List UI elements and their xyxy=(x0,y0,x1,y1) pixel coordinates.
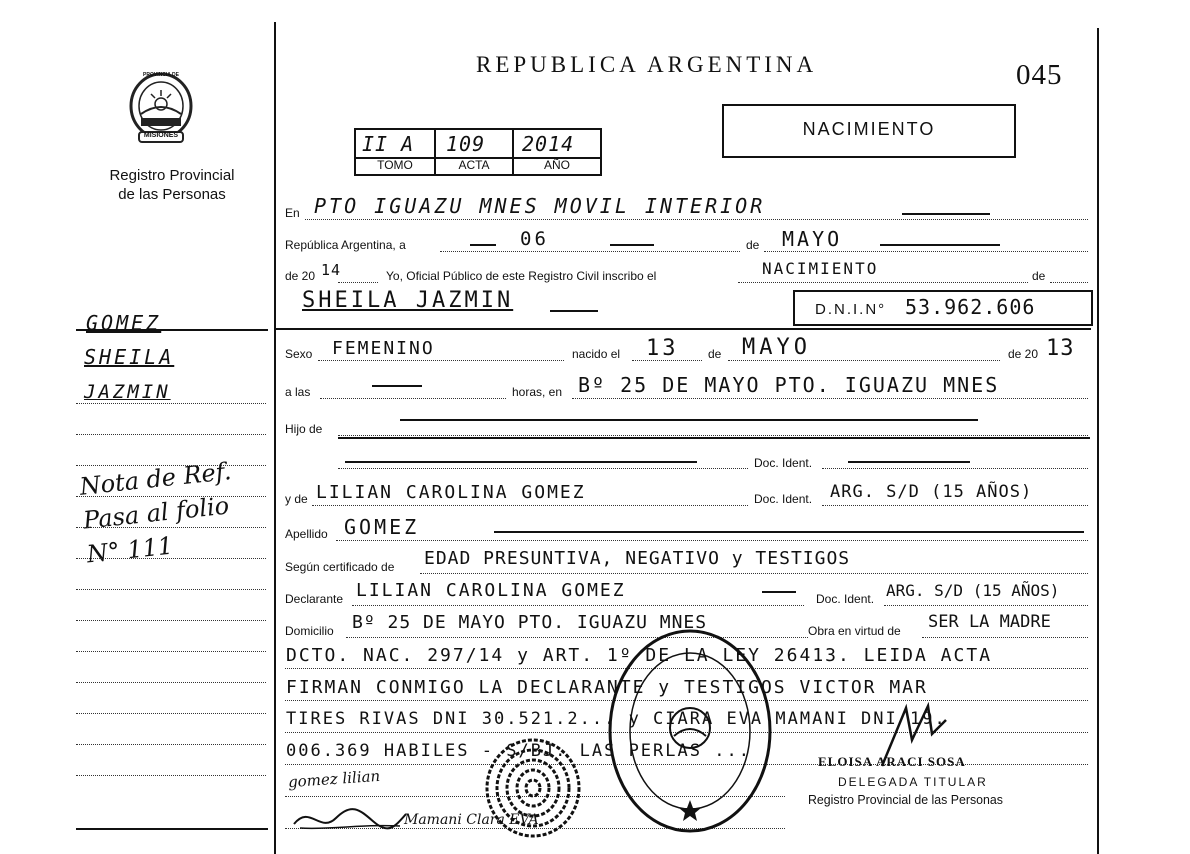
anio-value: 2014 xyxy=(522,132,575,156)
margin-dotted-line xyxy=(76,744,266,745)
margin-dotted-line xyxy=(76,465,266,466)
margin-note-line-1: Nota de Ref. xyxy=(78,457,233,501)
margin-dotted-line xyxy=(76,403,266,404)
official-office: Registro Provincial de las Personas xyxy=(808,792,1003,807)
birth-year: 13 xyxy=(1046,336,1075,361)
office-line-2: de las Personas xyxy=(118,186,226,203)
frame-left-border xyxy=(274,22,276,854)
tomo-value: II A xyxy=(362,132,415,156)
signature-witness: Mamani Clara EVA xyxy=(404,812,539,828)
official-name: ELOISA ARACI SOSA xyxy=(818,754,966,769)
act-number: 045 xyxy=(1016,59,1063,91)
doc-ident-label-2: Doc. Ident. xyxy=(754,492,813,506)
country-title: REPUBLICA ARGENTINA xyxy=(476,52,818,77)
margin-name-1: SHEILA xyxy=(84,345,175,369)
dni-value: 53.962.606 xyxy=(905,295,1036,319)
person-name: SHEILA JAZMIN xyxy=(302,288,514,313)
signature-declarante: gomez lilian xyxy=(287,766,381,792)
section-rule-1 xyxy=(276,328,1091,330)
en-value: PTO IGUAZU MNES MOVIL INTERIOR xyxy=(314,194,766,218)
inscribo-value: NACIMIENTO xyxy=(762,259,879,278)
dni-box xyxy=(793,290,1093,326)
province-seal xyxy=(127,70,195,150)
birth-month: MAYO xyxy=(742,335,811,360)
year-prefix: de 20 xyxy=(285,269,316,283)
de-label-1: de xyxy=(746,238,760,252)
margin-note xyxy=(78,454,240,571)
day-value: 06 xyxy=(520,228,549,250)
en-label: En xyxy=(285,206,300,220)
declarante-value: LILIAN CAROLINA GOMEZ xyxy=(356,580,626,601)
sexo-value: FEMENINO xyxy=(332,338,435,359)
reference-box xyxy=(354,128,602,176)
margin-dotted-line xyxy=(76,651,266,652)
mother-value: LILIAN CAROLINA GOMEZ xyxy=(316,482,586,503)
month-value: MAYO xyxy=(782,227,843,251)
office-line-1: Registro Provincial xyxy=(109,167,235,184)
tomo-label: TOMO xyxy=(377,158,413,172)
inscribo-label: Yo, Oficial Público de este Registro Civil inscribo el xyxy=(386,269,657,283)
observation-line-1: DCTO. NAC. 297/14 y ART. 1º DE LA LEY 26413. LEIDA ACTA xyxy=(286,645,993,666)
margin-note-line-2: Pasa al folio xyxy=(81,491,231,535)
birth-year-prefix: de 20 xyxy=(1008,347,1039,361)
observation-line-3: TIRES RIVAS DNI 30.521.2... y CIARA EVA MAMANI DNI 19. xyxy=(286,709,947,729)
margin-dotted-line xyxy=(76,775,266,776)
official-stamp-icon xyxy=(604,624,776,838)
dni-label: D.N.I.N° xyxy=(815,301,887,318)
official-title: DELEGADA TITULAR xyxy=(838,775,988,789)
margin-dotted-line xyxy=(76,434,266,435)
year-value: 14 xyxy=(321,261,342,279)
margin-dotted-line xyxy=(76,682,266,683)
alas-label: a las xyxy=(285,385,311,399)
birth-day: 13 xyxy=(646,336,679,361)
observation-line-2: FIRMAN CONMIGO LA DECLARANTE y TESTIGOS VICTOR MAR xyxy=(286,677,928,698)
obra-value: SER LA MADRE xyxy=(928,612,1051,632)
observation-line-4: 006.369 HABILES - S/BJ. LAS PERLAS ... xyxy=(286,741,751,761)
declarante-doc: ARG. S/D (15 AÑOS) xyxy=(886,581,1060,600)
doc-ident-label-3: Doc. Ident. xyxy=(816,592,875,606)
doc-ident-label-1: Doc. Ident. xyxy=(754,456,813,470)
act-type-label: NACIMIENTO xyxy=(802,119,936,139)
frame-right-border xyxy=(1097,28,1099,854)
margin-dotted-line xyxy=(76,527,266,528)
de-label-2: de xyxy=(1032,269,1046,283)
office-title xyxy=(86,166,258,204)
domicilio-label: Domicilio xyxy=(285,624,334,638)
declarante-label: Declarante xyxy=(285,592,344,606)
hijo-label: Hijo de xyxy=(285,422,323,436)
seal-bottom-text: MISIONES xyxy=(143,132,179,139)
obra-label: Obra en virtud de xyxy=(808,624,901,638)
margin-dotted-line xyxy=(76,620,266,621)
margin-surname: GOMEZ xyxy=(86,311,162,335)
fingerprint-mark xyxy=(478,730,588,840)
margin-name-2: JAZMIN xyxy=(84,381,171,403)
acta-label: ACTA xyxy=(458,158,490,172)
signature-scribble xyxy=(290,800,410,836)
anio-label: AÑO xyxy=(543,158,570,172)
acta-value: 109 xyxy=(446,132,486,156)
nacido-label: nacido el xyxy=(572,347,621,361)
certificado-value: EDAD PRESUNTIVA, NEGATIVO y TESTIGOS xyxy=(424,548,851,569)
horas-label: horas, en xyxy=(512,385,563,399)
de-label-3: de xyxy=(708,347,722,361)
margin-dotted-line xyxy=(76,496,266,497)
place-value: Bº 25 DE MAYO PTO. IGUAZU MNES xyxy=(578,373,1000,397)
act-type-box xyxy=(722,104,1016,158)
seal-top-text: PROVINCIA DE xyxy=(143,72,179,78)
margin-dotted-line xyxy=(76,558,266,559)
domicilio-value: Bº 25 DE MAYO PTO. IGUAZU MNES xyxy=(352,612,708,633)
mother-doc: ARG. S/D (15 AÑOS) xyxy=(830,482,1033,502)
yde-label: y de xyxy=(285,492,308,506)
republica-label: República Argentina, a xyxy=(285,238,406,252)
certificado-label: Según certificado de xyxy=(285,560,395,574)
apellido-value: GOMEZ xyxy=(344,515,420,539)
apellido-label: Apellido xyxy=(285,527,328,541)
sexo-label: Sexo xyxy=(285,347,313,361)
margin-dotted-line xyxy=(76,589,266,590)
margin-dotted-line xyxy=(76,713,266,714)
margin-rule-bottom xyxy=(76,828,268,830)
margin-note-line-3: N° 111 xyxy=(85,531,175,569)
